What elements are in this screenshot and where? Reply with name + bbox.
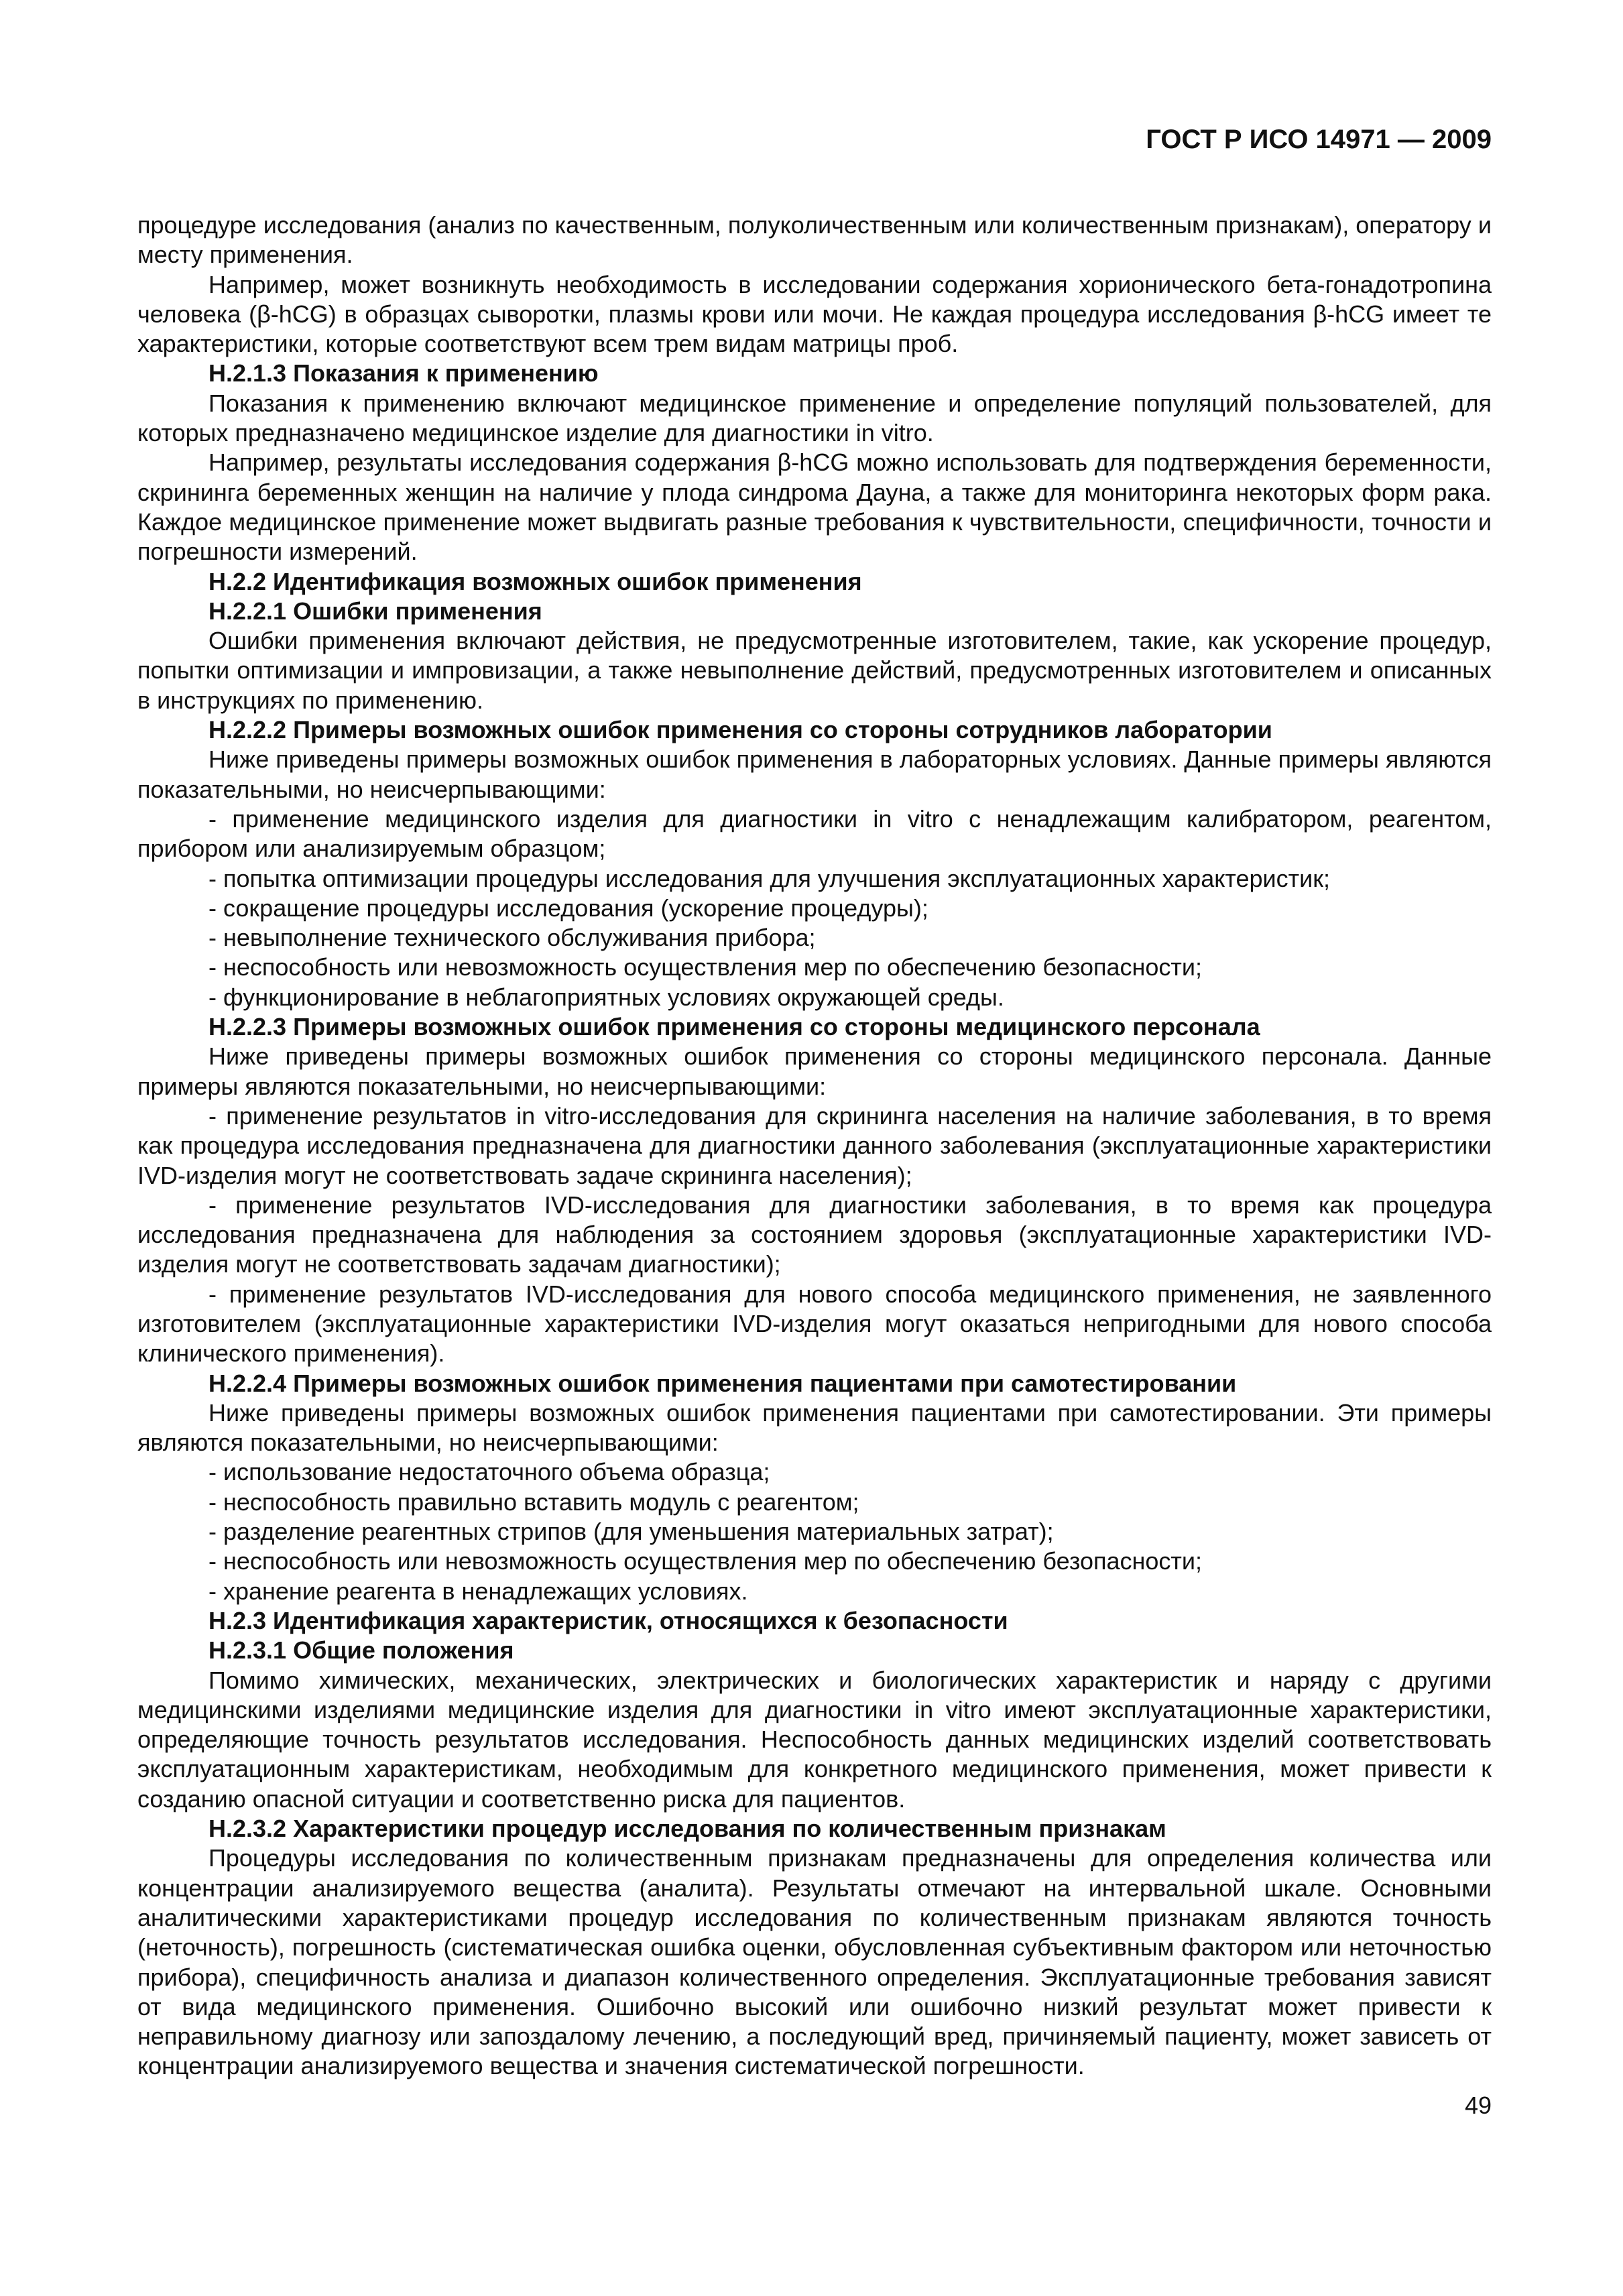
list-item: - применение результатов IVD-исследования для диагностики заболевания, в то время как процедура исследования предназначена для наблюдения за состоянием здоровья (эксплуатационные характеристики IVD-изделия могут не соответствовать задачам диагностики);	[137, 1191, 1492, 1278]
document-page	[137, 121, 1492, 2081]
section-heading: Н.2.2.2 Примеры возможных ошибок применения со стороны сотрудников лаборатории	[208, 716, 1272, 744]
list-item: - невыполнение технического обслуживания прибора;	[208, 924, 816, 952]
section-heading: Н.2.3.2 Характеристики процедур исследования по количественным признакам	[208, 1815, 1166, 1843]
list-item: - неспособность или невозможность осуществления мер по обеспечению безопасности;	[208, 1547, 1202, 1575]
section-heading: Н.2.2.3 Примеры возможных ошибок применения со стороны медицинского персонала	[208, 1013, 1260, 1041]
paragraph: Помимо химических, механических, электрических и биологических характеристик и наряду с другими медицинскими изделиями медицинские изделия для диагностики in vitro имеют эксплуатационные характеристики, определяющие точность результатов исследования. Неспособность данных медицинских изделий соответствовать эксплуатационным характеристикам, необходимым для конкретного медицинского применения, может привести к созданию опасной ситуации и соответственно риска для пациентов.	[137, 1666, 1492, 1813]
list-item: - разделение реагентных стрипов (для уменьшения материальных затрат);	[208, 1518, 1054, 1546]
section-heading: Н.2.3 Идентификация характеристик, относящихся к безопасности	[208, 1606, 1008, 1634]
section-heading: Н.2.3.1 Общие положения	[208, 1636, 514, 1665]
list-item: - применение медицинского изделия для диагностики in vitro с ненадлежащим калибратором, реагентом, прибором или анализируемым образцом;	[137, 804, 1492, 863]
list-item: - неспособность или невозможность осуществления мер по обеспечению безопасности;	[208, 953, 1202, 981]
paragraph: Например, результаты исследования содержания β-hCG можно использовать для подтверждения беременности, скрининга беременных женщин на наличие у плода синдрома Дауна, а также для мониторинга некоторых форм рака. Каждое медицинское применение может выдвигать разные требования к чувствительности, специфичности, точности и погрешности измерений.	[137, 448, 1492, 566]
list-item: - применение результатов IVD-исследования для нового способа медицинского применения, не заявленного изготовителем (эксплуатационные характеристики IVD-изделия могут оказаться непригодными для нового способа клинического применения).	[137, 1280, 1492, 1368]
list-item: - применение результатов in vitro-исследования для скрининга населения на наличие заболевания, в то время как процедура исследования предназначена для диагностики данного заболевания (эксплуатационные характеристики IVD-изделия могут не соответствовать задаче скрининга населения);	[137, 1101, 1492, 1189]
page-number: 49	[1464, 2092, 1492, 2119]
list-item: - сокращение процедуры исследования (ускорение процедуры);	[208, 894, 928, 922]
list-item: - использование недостаточного объема образца;	[208, 1458, 770, 1486]
paragraph: Ниже приведены примеры возможных ошибок применения со стороны медицинского персонала. Данные примеры являются показательными, но неисчерпывающими:	[137, 1042, 1492, 1100]
section-heading: Н.2.1.3 Показания к применению	[208, 359, 599, 387]
document-body	[137, 210, 1492, 2081]
section-heading: Н.2.2.4 Примеры возможных ошибок применения пациентами при самотестировании	[208, 1369, 1237, 1397]
paragraph: Процедуры исследования по количественным признакам предназначены для определения количества или концентрации анализируемого вещества (аналита). Результаты отмечают на интервальной шкале. Основными аналитическими характеристиками процедур исследования по количественным признакам являются точность (неточность), погрешность (систематическая ошибка оценки, обусловленная субъективным фактором или неточностью прибора), специфичность анализа и диапазон количественного определения. Эксплуатационные требования зависят от вида медицинского применения. Ошибочно высокий или ошибочно низкий результат может привести к неправильному диагнозу или запоздалому лечению, а последующий вред, причиняемый пациенту, может зависеть от концентрации анализируемого вещества и значения систематической погрешности.	[137, 1844, 1492, 2080]
list-item: - попытка оптимизации процедуры исследования для улучшения эксплуатационных характеристик;	[208, 864, 1330, 892]
list-item: - хранение реагента в ненадлежащих условиях.	[208, 1577, 748, 1605]
paragraph: Ошибки применения включают действия, не предусмотренные изготовителем, такие, как ускорение процедур, попытки оптимизации и импровизации, а также невыполнение действий, предусмотренных изготовителем и описанных в инструкциях по применению.	[137, 627, 1492, 714]
document-header-title: ГОСТ Р ИСО 14971 — 2009	[1146, 125, 1492, 154]
section-heading: Н.2.2 Идентификация возможных ошибок применения	[208, 567, 862, 595]
paragraph: Показания к применению включают медицинское применение и определение популяций пользователей, для которых предназначено медицинское изделие для диагностики in vitro.	[137, 389, 1492, 447]
paragraph: процедуре исследования (анализ по качественным, полуколичественным или количественным признакам), оператору и месту применения.	[137, 211, 1492, 269]
list-item: - неспособность правильно вставить модуль с реагентом;	[208, 1488, 859, 1516]
paragraph: Ниже приведены примеры возможных ошибок применения пациентами при самотестировании. Эти примеры являются показательными, но неисчерпывающими:	[137, 1398, 1492, 1457]
paragraph: Ниже приведены примеры возможных ошибок применения в лабораторных условиях. Данные примеры являются показательными, но неисчерпывающими:	[137, 745, 1492, 803]
paragraph: Например, может возникнуть необходимость в исследовании содержания хорионического бета-гонадотропина человека (β-hCG) в образцах сыворотки, плазмы крови или мочи. Не каждая процедура исследования β-hCG имеет те характеристики, которые соответствуют всем трем видам матрицы проб.	[137, 270, 1492, 358]
section-heading: Н.2.2.1 Ошибки применения	[208, 597, 542, 625]
list-item: - функционирование в неблагоприятных условиях окружающей среды.	[208, 983, 1004, 1011]
